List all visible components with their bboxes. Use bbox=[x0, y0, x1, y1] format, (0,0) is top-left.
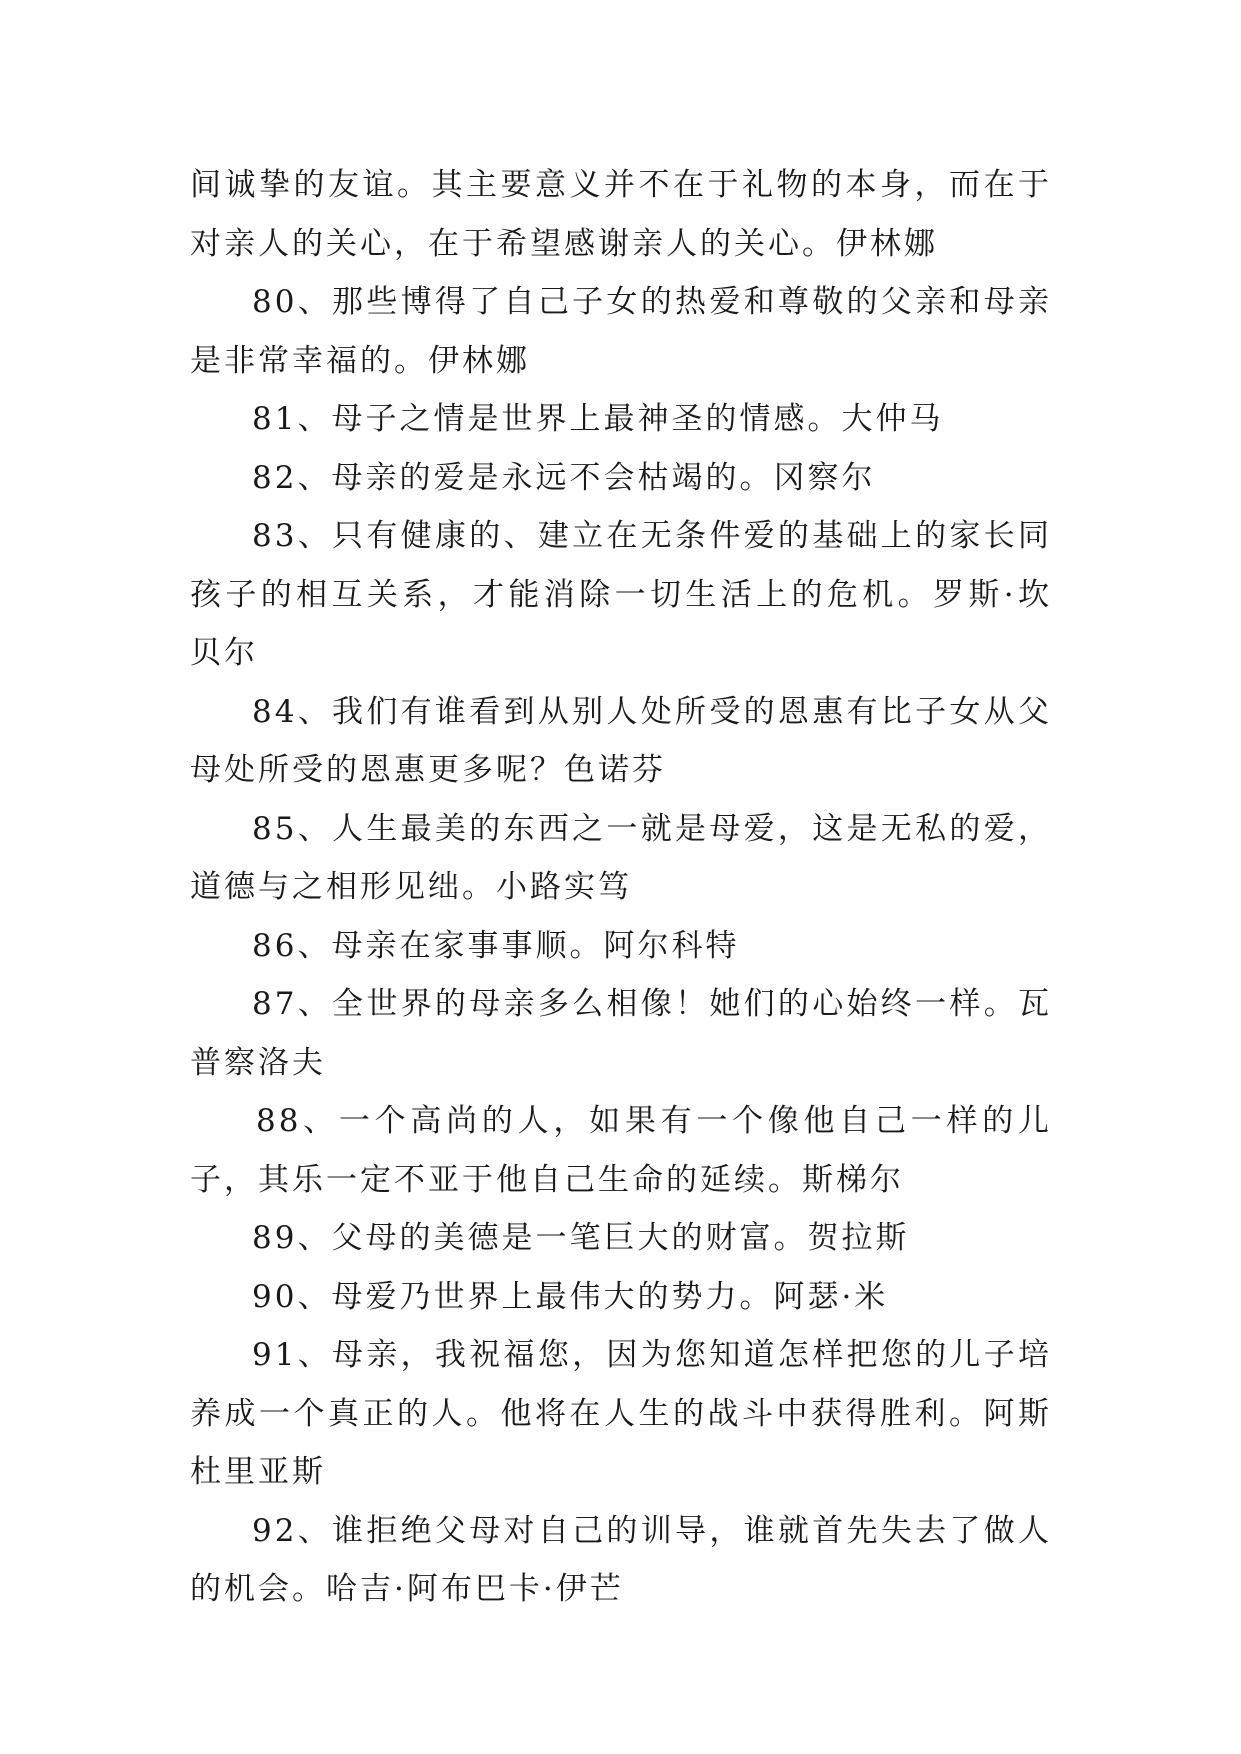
quote-82: 82、母亲的爱是永远不会枯竭的。冈察尔 bbox=[252, 459, 876, 496]
quote-88: 88、一个高尚的人，如果有一个像他自己一样的儿子，其乐一定不亚于他自己生命的延续。斯梯尔 bbox=[190, 1103, 1052, 1198]
quote-83: 83、只有健康的、建立在无条件爱的基础上的家长同孩子的相互关系，才能消除一切生活上的危机。罗斯·坎贝尔 bbox=[190, 518, 1052, 671]
paragraph-continuation: 间诚挚的友谊。其主要意义并不在于礼物的本身，而在于对亲人的关心，在于希望感谢亲人的关心。伊林娜 bbox=[190, 167, 1052, 262]
quote-91: 91、母亲，我祝福您，因为您知道怎样把您的儿子培养成一个真正的人。他将在人生的战斗中获得胜利。阿斯杜里亚斯 bbox=[190, 1337, 1052, 1490]
quote-85: 85、人生最美的东西之一就是母爱，这是无私的爱，道德与之相形见绌。小路实笃 bbox=[190, 810, 1052, 905]
quote-90: 90、母爱乃世界上最伟大的势力。阿瑟·米 bbox=[252, 1278, 889, 1315]
quote-87: 87、全世界的母亲多么相像！她们的心始终一样。瓦普察洛夫 bbox=[190, 986, 1052, 1081]
quote-92: 92、谁拒绝父母对自己的训导，谁就首先失去了做人的机会。哈吉·阿布巴卡·伊芒 bbox=[190, 1512, 1052, 1607]
quote-89: 89、父母的美德是一笔巨大的财富。贺拉斯 bbox=[252, 1220, 910, 1256]
body-text bbox=[190, 156, 1052, 1619]
quote-81: 81、母子之情是世界上最神圣的情感。大仲马 bbox=[252, 401, 944, 437]
quote-80: 80、那些博得了自己子女的热爱和尊敬的父亲和母亲是非常幸福的。伊林娜 bbox=[190, 284, 1052, 379]
quote-86: 86、母亲在家事事顺。阿尔科特 bbox=[252, 927, 740, 964]
quote-84: 84、我们有谁看到从别人处所受的恩惠有比子女从父母处所受的恩惠更多呢？色诺芬 bbox=[190, 693, 1052, 788]
